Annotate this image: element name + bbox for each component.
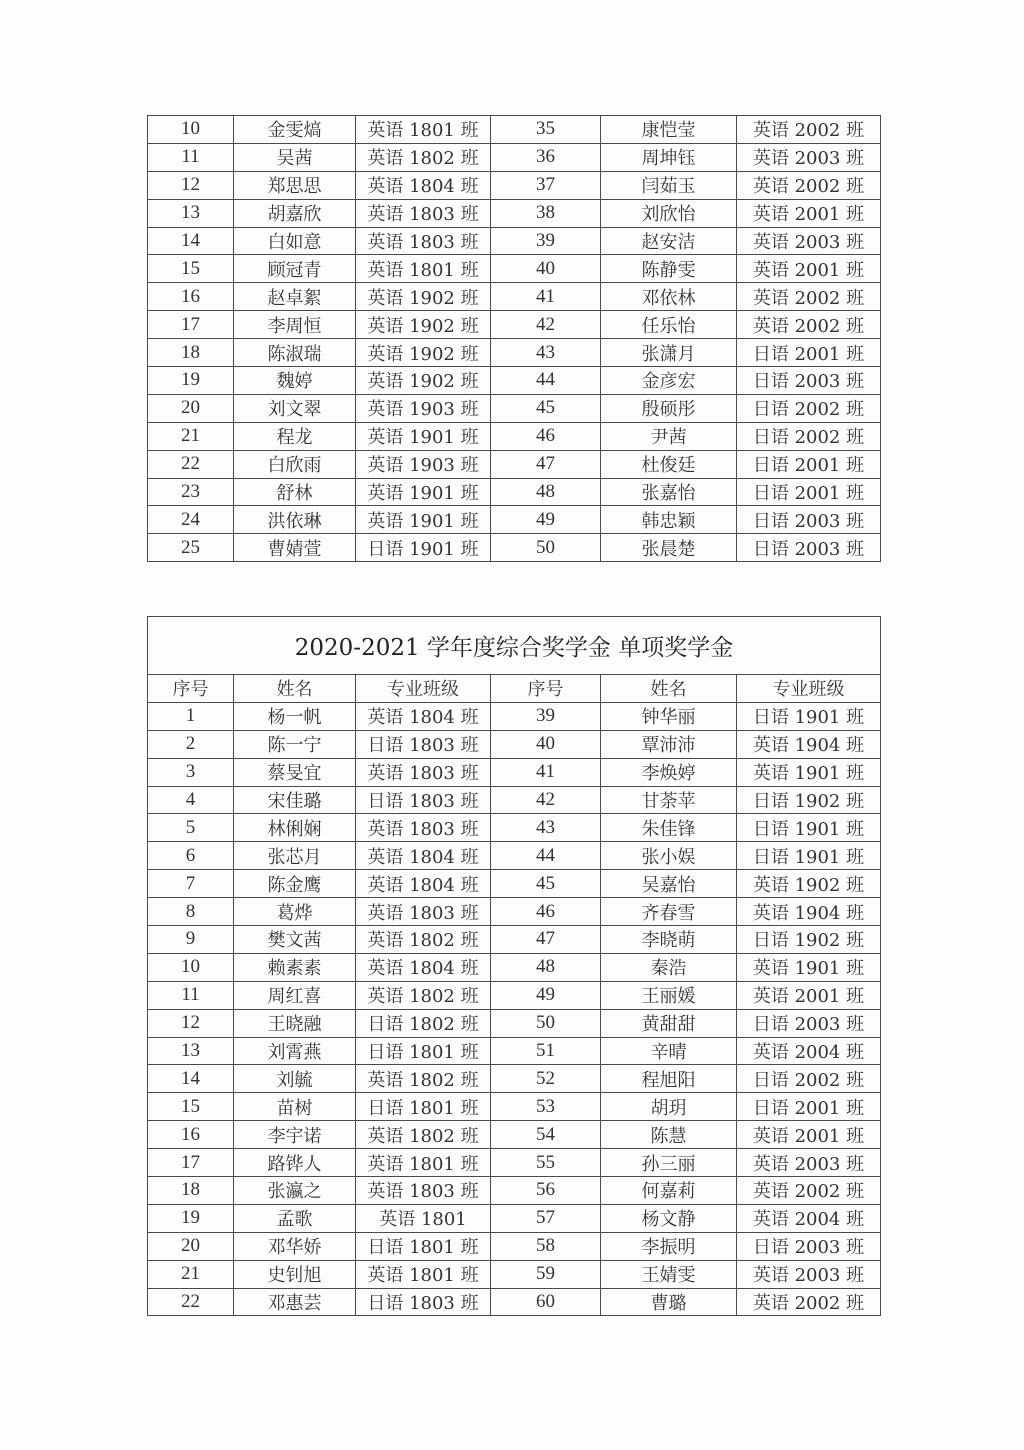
name-cell: 康恺莹: [601, 116, 737, 144]
name-cell: 吴嘉怡: [601, 870, 737, 898]
class-cell: 英语 2004 班: [737, 1037, 881, 1065]
index-cell: 19: [148, 1204, 234, 1232]
index-cell: 24: [148, 506, 234, 534]
table-row: [148, 339, 881, 367]
name-cell: 李振明: [601, 1232, 737, 1260]
name-cell: 秦浩: [601, 953, 737, 981]
class-cell: 日语 2001 班: [737, 450, 881, 478]
title-row: [148, 617, 881, 675]
name-cell: 郑思思: [234, 171, 356, 199]
index-cell: 46: [491, 898, 601, 926]
index-cell: 4: [148, 786, 234, 814]
index-cell: 45: [491, 870, 601, 898]
index-cell: 48: [491, 478, 601, 506]
table-body: [148, 702, 881, 1316]
class-cell: 英语 1901 班: [737, 758, 881, 786]
index-cell: 23: [148, 478, 234, 506]
table-row: [148, 478, 881, 506]
index-cell: 13: [148, 1037, 234, 1065]
class-cell: 英语 2002 班: [737, 283, 881, 311]
class-cell: 日语 1901 班: [737, 842, 881, 870]
class-cell: 英语 1904 班: [737, 898, 881, 926]
index-cell: 18: [148, 339, 234, 367]
table-row: [148, 171, 881, 199]
name-cell: 路铧人: [234, 1149, 356, 1177]
table-row: [148, 814, 881, 842]
name-cell: 陈静雯: [601, 255, 737, 283]
index-cell: 20: [148, 394, 234, 422]
class-cell: 英语 1801 班: [356, 116, 491, 144]
class-cell: 英语 1803 班: [356, 758, 491, 786]
name-cell: 葛烨: [234, 898, 356, 926]
class-cell: 日语 1801 班: [356, 1093, 491, 1121]
name-cell: 张芯月: [234, 842, 356, 870]
index-cell: 22: [148, 1288, 234, 1316]
class-cell: 日语 1803 班: [356, 786, 491, 814]
class-cell: 日语 2003 班: [737, 367, 881, 395]
class-cell: 英语 2003 班: [737, 227, 881, 255]
index-cell: 50: [491, 534, 601, 562]
index-cell: 41: [491, 758, 601, 786]
name-cell: 韩忠颖: [601, 506, 737, 534]
name-cell: 王丽媛: [601, 981, 737, 1009]
index-cell: 55: [491, 1149, 601, 1177]
class-cell: 英语 1802 班: [356, 981, 491, 1009]
class-cell: 英语 2003 班: [737, 1260, 881, 1288]
name-cell: 齐春雪: [601, 898, 737, 926]
name-cell: 何嘉莉: [601, 1177, 737, 1205]
name-cell: 刘霄燕: [234, 1037, 356, 1065]
header-class: 专业班级: [356, 675, 491, 703]
table-row: [148, 367, 881, 395]
name-cell: 张小娱: [601, 842, 737, 870]
class-cell: 日语 2003 班: [737, 1232, 881, 1260]
index-cell: 25: [148, 534, 234, 562]
class-cell: 日语 1901 班: [737, 814, 881, 842]
index-cell: 20: [148, 1232, 234, 1260]
name-cell: 洪依琳: [234, 506, 356, 534]
name-cell: 殷硕彤: [601, 394, 737, 422]
index-cell: 46: [491, 422, 601, 450]
class-cell: 日语 1801 班: [356, 1232, 491, 1260]
scholarship-table-2020-2021: [147, 616, 881, 1316]
index-cell: 57: [491, 1204, 601, 1232]
index-cell: 15: [148, 1093, 234, 1121]
table-row: [148, 1232, 881, 1260]
index-cell: 14: [148, 1065, 234, 1093]
class-cell: 日语 2003 班: [737, 1009, 881, 1037]
index-cell: 15: [148, 255, 234, 283]
header-class: 专业班级: [737, 675, 881, 703]
table-row: [148, 1037, 881, 1065]
table-row: [148, 506, 881, 534]
index-cell: 41: [491, 283, 601, 311]
class-cell: 日语 2001 班: [737, 1093, 881, 1121]
index-cell: 58: [491, 1232, 601, 1260]
index-cell: 42: [491, 786, 601, 814]
name-cell: 白欣雨: [234, 450, 356, 478]
name-cell: 顾冠青: [234, 255, 356, 283]
name-cell: 宋佳璐: [234, 786, 356, 814]
table-row: [148, 255, 881, 283]
index-cell: 39: [491, 702, 601, 730]
index-cell: 50: [491, 1009, 601, 1037]
name-cell: 杨一帆: [234, 702, 356, 730]
class-cell: 英语 1902 班: [356, 339, 491, 367]
class-cell: 英语 1804 班: [356, 171, 491, 199]
index-cell: 17: [148, 1149, 234, 1177]
index-cell: 19: [148, 367, 234, 395]
class-cell: 英语 2002 班: [737, 311, 881, 339]
class-cell: 英语 1803 班: [356, 199, 491, 227]
class-cell: 英语 1802 班: [356, 1121, 491, 1149]
class-cell: 英语 2001 班: [737, 255, 881, 283]
class-cell: 日语 1902 班: [737, 926, 881, 954]
class-cell: 英语 1901 班: [356, 422, 491, 450]
index-cell: 8: [148, 898, 234, 926]
class-cell: 英语 1902 班: [356, 311, 491, 339]
table-row: [148, 702, 881, 730]
table-row: [148, 898, 881, 926]
index-cell: 39: [491, 227, 601, 255]
name-cell: 程龙: [234, 422, 356, 450]
name-cell: 甘荼苹: [601, 786, 737, 814]
name-cell: 杨文静: [601, 1204, 737, 1232]
name-cell: 张晨楚: [601, 534, 737, 562]
header-row: [148, 675, 881, 703]
table-row: [148, 1260, 881, 1288]
name-cell: 陈金鹰: [234, 870, 356, 898]
table-row: [148, 758, 881, 786]
class-cell: 日语 1901 班: [737, 702, 881, 730]
table-row: [148, 422, 881, 450]
name-cell: 魏婷: [234, 367, 356, 395]
class-cell: 英语 1801 班: [356, 1260, 491, 1288]
name-cell: 黄甜甜: [601, 1009, 737, 1037]
class-cell: 英语 1803 班: [356, 898, 491, 926]
table-row: [148, 1009, 881, 1037]
table-row: [148, 1177, 881, 1205]
class-cell: 英语 1803 班: [356, 1177, 491, 1205]
class-cell: 英语 2002 班: [737, 116, 881, 144]
index-cell: 21: [148, 422, 234, 450]
table-row: [148, 1065, 881, 1093]
table-row: [148, 1204, 881, 1232]
class-cell: 英语 1901 班: [356, 478, 491, 506]
name-cell: 钟华丽: [601, 702, 737, 730]
table-row: [148, 116, 881, 144]
name-cell: 刘文翠: [234, 394, 356, 422]
index-cell: 7: [148, 870, 234, 898]
name-cell: 蔡旻宜: [234, 758, 356, 786]
class-cell: 英语 1902 班: [737, 870, 881, 898]
name-cell: 曹婧萱: [234, 534, 356, 562]
name-cell: 杜俊廷: [601, 450, 737, 478]
name-cell: 闫茹玉: [601, 171, 737, 199]
name-cell: 陈淑瑞: [234, 339, 356, 367]
index-cell: 13: [148, 199, 234, 227]
index-cell: 38: [491, 199, 601, 227]
table-row: [148, 311, 881, 339]
table-title: 2020-2021 学年度综合奖学金 单项奖学金: [148, 617, 881, 675]
class-cell: 英语 1804 班: [356, 953, 491, 981]
class-cell: 英语 2002 班: [737, 1288, 881, 1316]
table-row: [148, 227, 881, 255]
name-cell: 白如意: [234, 227, 356, 255]
name-cell: 金彦宏: [601, 367, 737, 395]
class-cell: 日语 2003 班: [737, 534, 881, 562]
name-cell: 刘欣怡: [601, 199, 737, 227]
index-cell: 60: [491, 1288, 601, 1316]
name-cell: 吴茜: [234, 143, 356, 171]
name-cell: 苗树: [234, 1093, 356, 1121]
class-cell: 日语 2002 班: [737, 394, 881, 422]
class-cell: 英语 2001 班: [737, 199, 881, 227]
index-cell: 22: [148, 450, 234, 478]
table-row: [148, 394, 881, 422]
name-cell: 程旭阳: [601, 1065, 737, 1093]
name-cell: 周红喜: [234, 981, 356, 1009]
class-cell: 英语 1802 班: [356, 1065, 491, 1093]
index-cell: 48: [491, 953, 601, 981]
index-cell: 37: [491, 171, 601, 199]
index-cell: 49: [491, 506, 601, 534]
name-cell: 刘毓: [234, 1065, 356, 1093]
class-cell: 英语 2002 班: [737, 1177, 881, 1205]
index-cell: 53: [491, 1093, 601, 1121]
table-row: [148, 981, 881, 1009]
index-cell: 10: [148, 116, 234, 144]
name-cell: 孙三丽: [601, 1149, 737, 1177]
index-cell: 59: [491, 1260, 601, 1288]
table-row: [148, 842, 881, 870]
class-cell: 日语 2003 班: [737, 506, 881, 534]
table-row: [148, 953, 881, 981]
class-cell: 英语 1803 班: [356, 227, 491, 255]
name-cell: 林俐娴: [234, 814, 356, 842]
name-cell: 张瀛之: [234, 1177, 356, 1205]
table-row: [148, 926, 881, 954]
name-cell: 史钊旭: [234, 1260, 356, 1288]
index-cell: 17: [148, 311, 234, 339]
class-cell: 英语 2002 班: [737, 171, 881, 199]
class-cell: 英语 1902 班: [356, 367, 491, 395]
header-name: 姓名: [234, 675, 356, 703]
name-cell: 张嘉怡: [601, 478, 737, 506]
name-cell: 邓华娇: [234, 1232, 356, 1260]
name-cell: 赖素素: [234, 953, 356, 981]
table-row: [148, 283, 881, 311]
name-cell: 朱佳锋: [601, 814, 737, 842]
class-cell: 日语 2002 班: [737, 1065, 881, 1093]
index-cell: 12: [148, 1009, 234, 1037]
class-cell: 英语 1801: [356, 1204, 491, 1232]
class-cell: 英语 1804 班: [356, 870, 491, 898]
class-cell: 英语 1803 班: [356, 814, 491, 842]
table-row: [148, 1093, 881, 1121]
index-cell: 18: [148, 1177, 234, 1205]
index-cell: 51: [491, 1037, 601, 1065]
index-cell: 44: [491, 367, 601, 395]
index-cell: 47: [491, 450, 601, 478]
class-cell: 日语 1803 班: [356, 730, 491, 758]
index-cell: 44: [491, 842, 601, 870]
index-cell: 9: [148, 926, 234, 954]
name-cell: 辛晴: [601, 1037, 737, 1065]
name-cell: 陈一宁: [234, 730, 356, 758]
index-cell: 11: [148, 143, 234, 171]
name-cell: 李焕婷: [601, 758, 737, 786]
class-cell: 日语 1803 班: [356, 1288, 491, 1316]
class-cell: 日语 2001 班: [737, 478, 881, 506]
name-cell: 舒林: [234, 478, 356, 506]
class-cell: 英语 1902 班: [356, 283, 491, 311]
index-cell: 49: [491, 981, 601, 1009]
name-cell: 赵卓絮: [234, 283, 356, 311]
class-cell: 英语 1804 班: [356, 842, 491, 870]
table-row: [148, 450, 881, 478]
name-cell: 覃沛沛: [601, 730, 737, 758]
index-cell: 12: [148, 171, 234, 199]
table-body: [148, 116, 881, 562]
index-cell: 21: [148, 1260, 234, 1288]
name-cell: 李周恒: [234, 311, 356, 339]
name-cell: 尹茜: [601, 422, 737, 450]
index-cell: 40: [491, 255, 601, 283]
name-cell: 王婧雯: [601, 1260, 737, 1288]
name-cell: 金雯熇: [234, 116, 356, 144]
class-cell: 日语 1901 班: [356, 534, 491, 562]
table-row: [148, 534, 881, 562]
table-row: [148, 730, 881, 758]
table-row: [148, 199, 881, 227]
class-cell: 英语 1901 班: [356, 506, 491, 534]
index-cell: 47: [491, 926, 601, 954]
index-cell: 1: [148, 702, 234, 730]
table-row: [148, 1288, 881, 1316]
index-cell: 45: [491, 394, 601, 422]
index-cell: 16: [148, 283, 234, 311]
header-index: 序号: [148, 675, 234, 703]
table-row: [148, 870, 881, 898]
table-row: [148, 786, 881, 814]
scholarship-table-continued: [147, 115, 881, 562]
name-cell: 邓惠芸: [234, 1288, 356, 1316]
class-cell: 英语 1904 班: [737, 730, 881, 758]
table-row: [148, 1121, 881, 1149]
index-cell: 6: [148, 842, 234, 870]
name-cell: 赵安洁: [601, 227, 737, 255]
index-cell: 52: [491, 1065, 601, 1093]
table-row: [148, 143, 881, 171]
table-row: [148, 1149, 881, 1177]
name-cell: 周坤钰: [601, 143, 737, 171]
index-cell: 11: [148, 981, 234, 1009]
name-cell: 胡玥: [601, 1093, 737, 1121]
header-name: 姓名: [601, 675, 737, 703]
class-cell: 英语 2004 班: [737, 1204, 881, 1232]
name-cell: 陈慧: [601, 1121, 737, 1149]
class-cell: 日语 2001 班: [737, 339, 881, 367]
class-cell: 英语 1903 班: [356, 450, 491, 478]
class-cell: 英语 1802 班: [356, 143, 491, 171]
name-cell: 李晓萌: [601, 926, 737, 954]
class-cell: 英语 2003 班: [737, 1149, 881, 1177]
class-cell: 英语 1802 班: [356, 926, 491, 954]
name-cell: 李宇诺: [234, 1121, 356, 1149]
index-cell: 40: [491, 730, 601, 758]
name-cell: 邓依林: [601, 283, 737, 311]
header-index: 序号: [491, 675, 601, 703]
index-cell: 2: [148, 730, 234, 758]
class-cell: 英语 1801 班: [356, 255, 491, 283]
name-cell: 任乐怡: [601, 311, 737, 339]
name-cell: 王晓融: [234, 1009, 356, 1037]
index-cell: 43: [491, 339, 601, 367]
class-cell: 英语 2001 班: [737, 1121, 881, 1149]
name-cell: 孟歌: [234, 1204, 356, 1232]
index-cell: 35: [491, 116, 601, 144]
class-cell: 英语 1901 班: [737, 953, 881, 981]
class-cell: 英语 2001 班: [737, 981, 881, 1009]
class-cell: 英语 1903 班: [356, 394, 491, 422]
name-cell: 胡嘉欣: [234, 199, 356, 227]
name-cell: 樊文茜: [234, 926, 356, 954]
index-cell: 10: [148, 953, 234, 981]
index-cell: 5: [148, 814, 234, 842]
index-cell: 43: [491, 814, 601, 842]
index-cell: 16: [148, 1121, 234, 1149]
class-cell: 英语 1804 班: [356, 702, 491, 730]
class-cell: 日语 2002 班: [737, 422, 881, 450]
index-cell: 54: [491, 1121, 601, 1149]
index-cell: 3: [148, 758, 234, 786]
index-cell: 56: [491, 1177, 601, 1205]
name-cell: 张潇月: [601, 339, 737, 367]
class-cell: 日语 1802 班: [356, 1009, 491, 1037]
class-cell: 英语 1801 班: [356, 1149, 491, 1177]
index-cell: 36: [491, 143, 601, 171]
class-cell: 日语 1801 班: [356, 1037, 491, 1065]
index-cell: 42: [491, 311, 601, 339]
index-cell: 14: [148, 227, 234, 255]
class-cell: 英语 2003 班: [737, 143, 881, 171]
class-cell: 日语 1902 班: [737, 786, 881, 814]
name-cell: 曹璐: [601, 1288, 737, 1316]
